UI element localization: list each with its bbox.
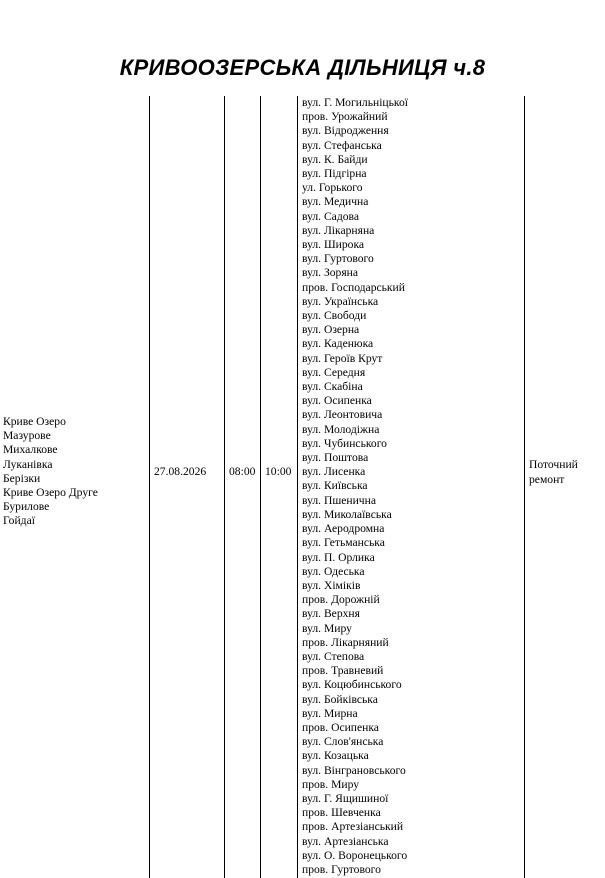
street-item: вул. Садова — [302, 209, 359, 223]
column-divider — [297, 96, 298, 878]
street-item: вул. Гетьманська — [302, 536, 385, 550]
street-item: пров. Миру — [302, 777, 360, 791]
reason-line: ремонт — [529, 472, 565, 486]
street-item: вул. Лікарняна — [302, 223, 375, 237]
street-item: вул. Мирна — [302, 706, 358, 720]
street-item: вул. Поштова — [302, 451, 369, 465]
street-item: вул. Молодіжна — [302, 422, 380, 436]
street-item: вул. Героїв Крут — [302, 351, 383, 365]
street-item: пров. Урожайний — [302, 110, 388, 124]
street-item: вул. Зоряна — [302, 266, 359, 280]
street-item: вул. Аеродромна — [302, 522, 385, 536]
street-item: вул. П. Орлика — [302, 550, 375, 564]
street-item: вул. Бойківська — [302, 692, 378, 706]
street-item: вул. Стефанська — [302, 138, 382, 152]
street-item: вул. Гуртового — [302, 252, 374, 266]
locality: Михалкове — [3, 443, 58, 457]
start-time-cell: 08:00 — [229, 465, 256, 478]
street-item: вул. Одеська — [302, 564, 365, 578]
street-item: вул. Леонтовича — [302, 408, 383, 422]
column-divider — [260, 96, 261, 878]
street-item: вул. Вінграновського — [302, 763, 406, 777]
street-item: вул. Пшенична — [302, 493, 376, 507]
page-title: КРИВООЗЕРСЬКА ДІЛЬНИЦЯ ч.8 — [119, 55, 486, 80]
localities-cell — [3, 415, 98, 529]
street-item: вул. Чубинського — [302, 436, 387, 450]
street-item: вул. Хіміків — [302, 578, 361, 592]
locality: Гойдаї — [3, 514, 35, 528]
date-cell: 27.08.2026 — [154, 465, 207, 478]
locality: Криве Озеро Друге — [3, 486, 98, 500]
street-item: пров. Осипенка — [302, 720, 379, 734]
column-divider — [524, 96, 525, 878]
street-item: вул. Озерна — [302, 323, 360, 337]
street-item: вул. Козацька — [302, 749, 369, 763]
locality: Криве Озеро — [3, 415, 66, 428]
reason-line: Поточний — [529, 458, 578, 471]
street-item: пров. Травневий — [302, 664, 384, 678]
street-item: пров. Гуртового — [302, 862, 381, 876]
end-time-cell: 10:00 — [265, 465, 292, 478]
street-item: вул. К. Байди — [302, 152, 368, 166]
street-item: вул. Лисенка — [302, 465, 366, 479]
street-item: вул. Скабіна — [302, 380, 363, 394]
locality: Луканівка — [3, 457, 53, 471]
street-item: вул. Слов'янська — [302, 735, 384, 749]
street-item: вул. Миру — [302, 621, 352, 635]
street-item: вул. Київська — [302, 479, 368, 493]
street-item: вул. Відродження — [302, 124, 389, 138]
street-item: вул. Українська — [302, 294, 379, 308]
street-item: вул. Верхня — [302, 607, 360, 621]
street-item: пров. Дорожній — [302, 593, 380, 607]
column-divider — [224, 96, 225, 878]
street-item: вул. Миколаївська — [302, 507, 392, 521]
locality: Берізки — [3, 471, 41, 485]
street-item: вул. Степова — [302, 649, 365, 663]
street-item: вул. Середня — [302, 365, 366, 379]
locality: Мазурове — [3, 429, 51, 443]
street-item: вул. Медична — [302, 195, 369, 209]
street-item: ул. Горького — [302, 181, 363, 195]
street-item: вул. Осипенка — [302, 394, 372, 408]
street-item: пров. Господарський — [302, 280, 405, 294]
street-item: вул. Г. Могильніцької — [302, 96, 408, 109]
street-item: вул. Коцюбинського — [302, 678, 402, 692]
street-item: вул. Артезіанська — [302, 834, 389, 848]
street-item: пров. Шевченка — [302, 806, 381, 820]
street-item: вул. Г. Ящишиної — [302, 791, 389, 805]
street-item: вул. Підгірна — [302, 167, 367, 181]
column-divider — [149, 96, 150, 878]
street-item: вул. Свободи — [302, 309, 367, 323]
streets-cell — [302, 96, 408, 877]
outage-table — [0, 96, 605, 878]
locality: Бурилове — [3, 500, 50, 514]
street-item: пров. Лікарняний — [302, 635, 389, 649]
street-item: пров. Артезіанський — [302, 820, 404, 834]
street-item: вул. Широка — [302, 238, 365, 252]
street-item: вул. Каденюка — [302, 337, 374, 351]
reason-cell — [529, 458, 578, 487]
street-item: вул. О. Воронецького — [302, 848, 408, 862]
